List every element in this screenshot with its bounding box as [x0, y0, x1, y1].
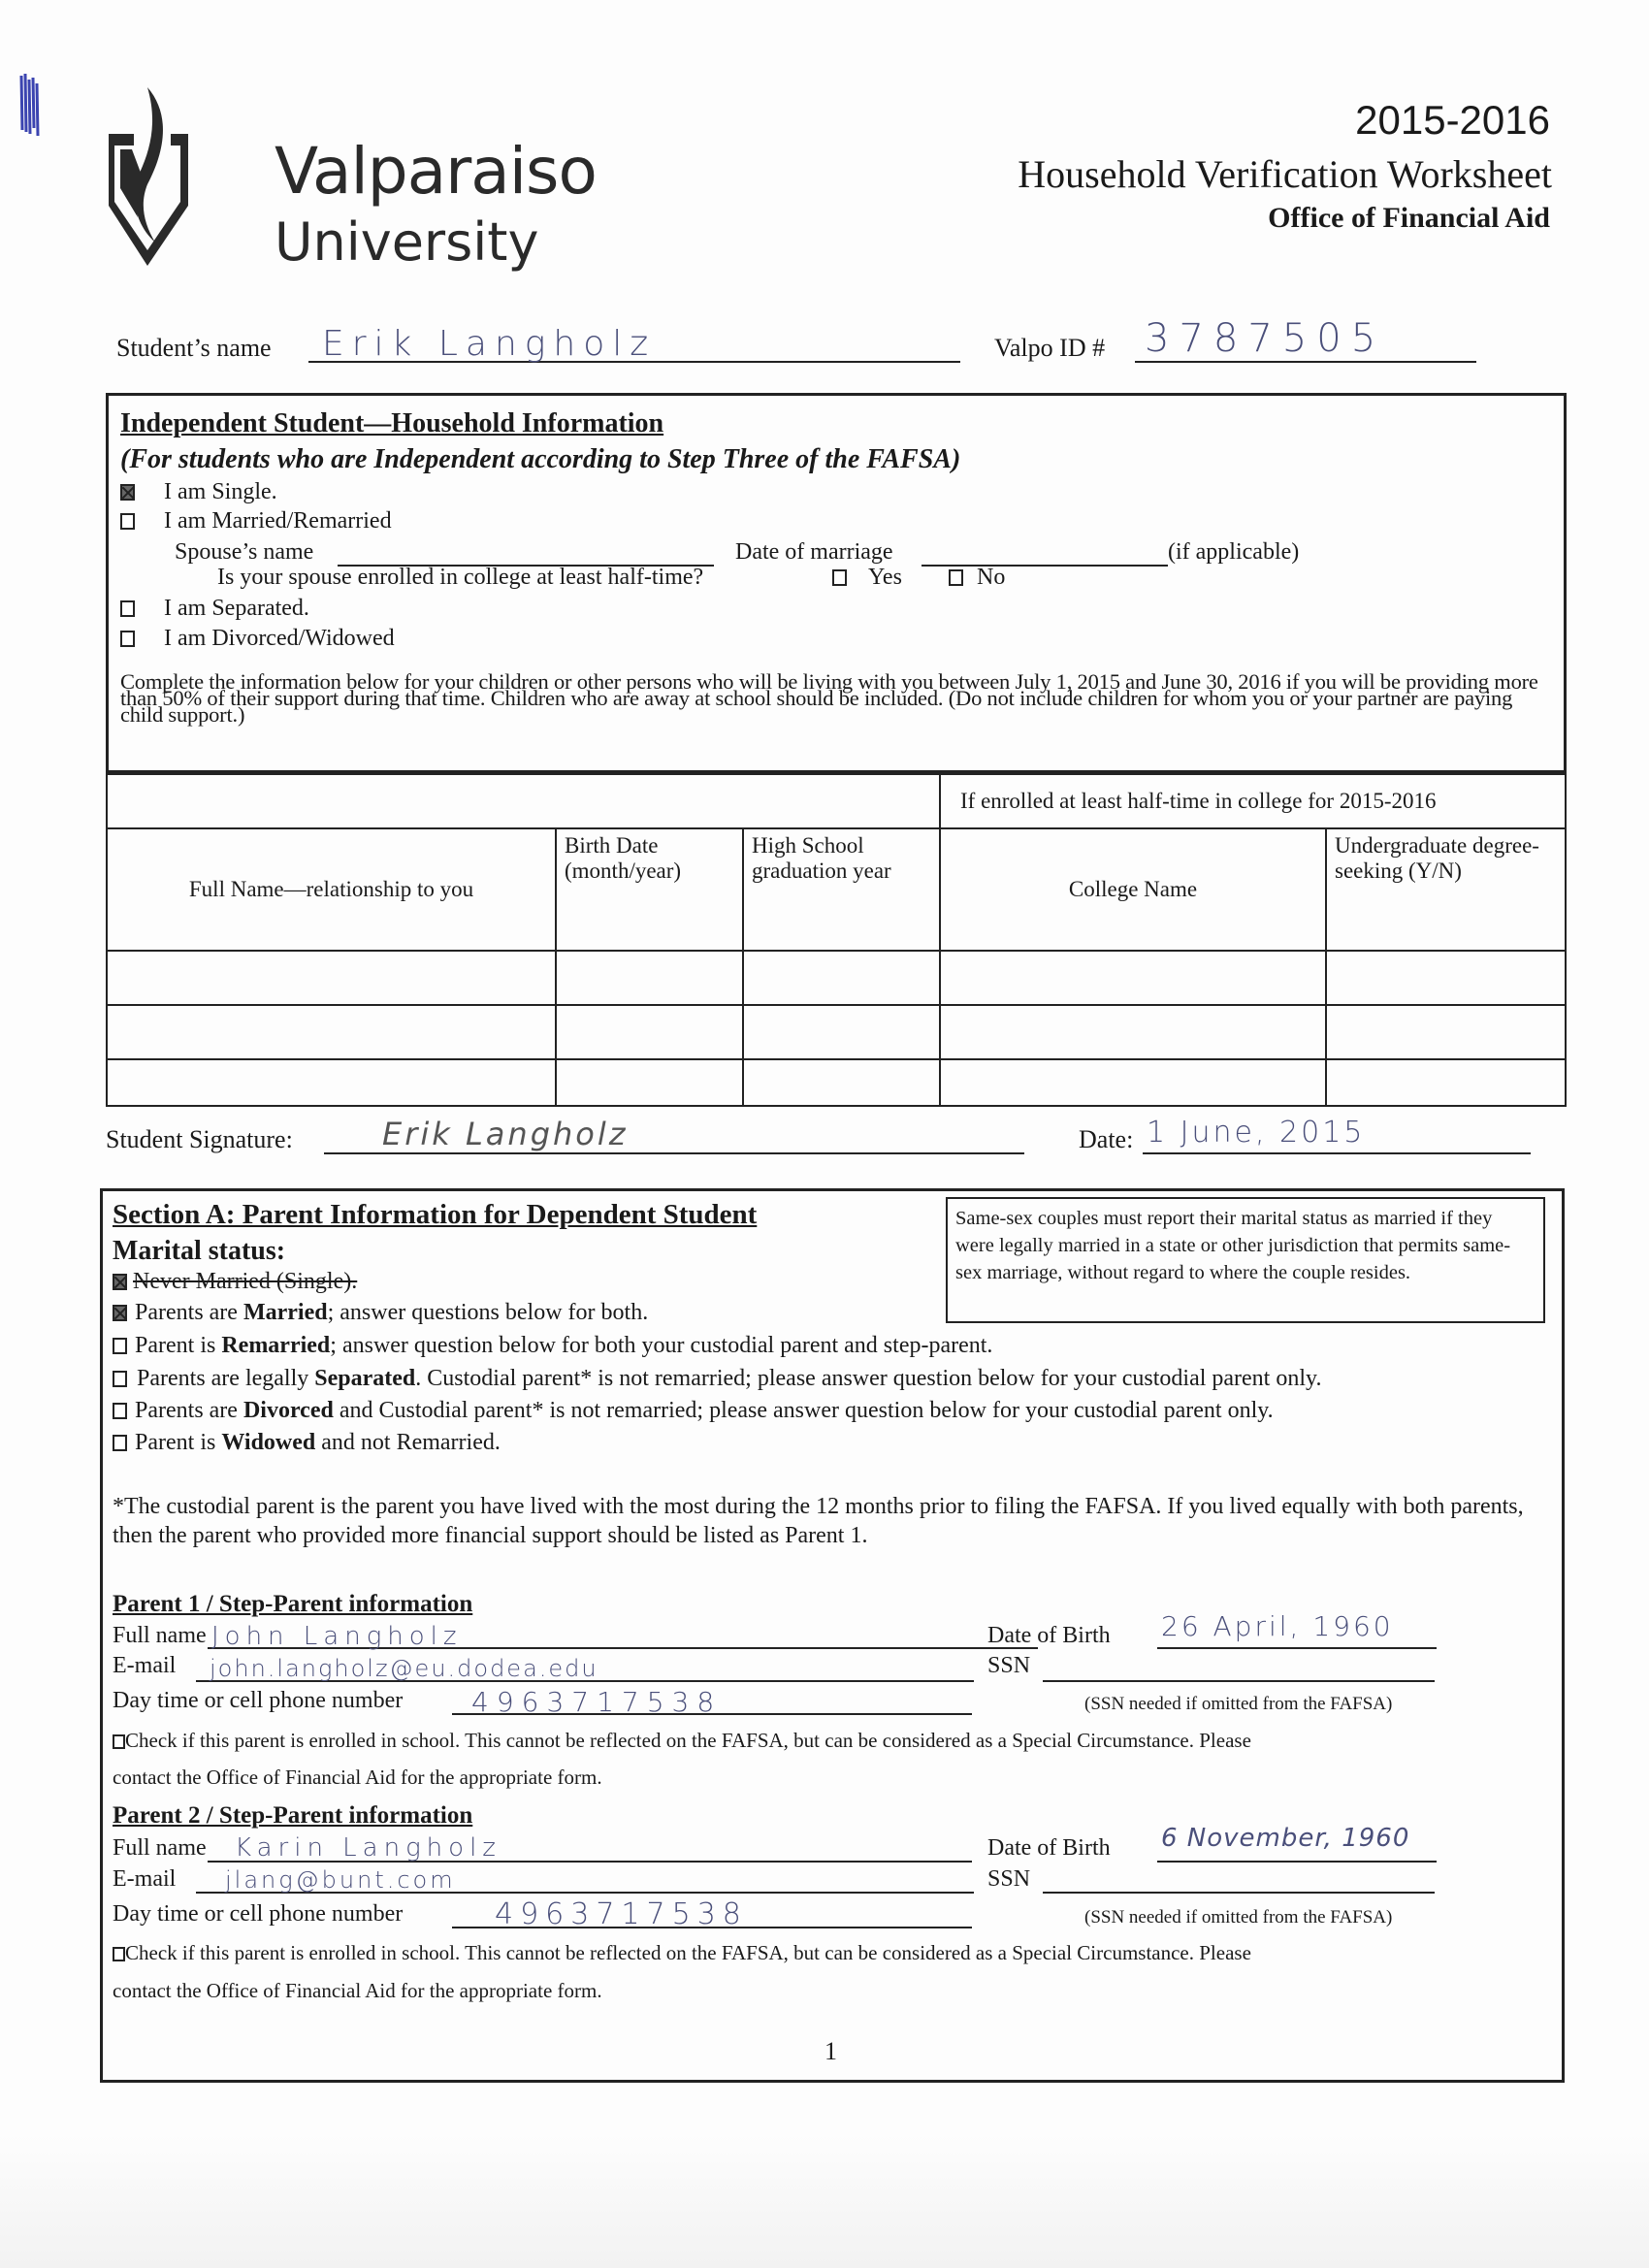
marriage-date-field[interactable] — [922, 539, 1168, 567]
marital-option-remarried[interactable]: Parent is Remarried; answer question below for both your custodial parent and step-parent. — [113, 1333, 992, 1359]
parent1-full-name-field[interactable]: John Langholz — [208, 1622, 1038, 1649]
remarried-checkbox[interactable] — [113, 1338, 127, 1354]
single-label: I am Single. — [164, 479, 277, 504]
single-checkbox[interactable] — [120, 484, 135, 501]
parent1-enrolled[interactable]: Check if this parent is enrolled in school. This cannot be reflected on the FAFSA, but can be considered as a Special Circumstance. Please — [113, 1729, 1251, 1753]
table-row — [107, 951, 1566, 1005]
cell[interactable] — [940, 951, 1326, 1005]
university-sub: University — [275, 211, 539, 273]
table-group-header: If enrolled at least half-time in college for 2015-2016 — [940, 774, 1566, 828]
parent1-email-field[interactable]: john.langholz@eu.dodea.edu — [196, 1655, 974, 1682]
parent1-phone-field[interactable]: 4963717538 — [452, 1686, 972, 1715]
yes-checkbox[interactable] — [832, 569, 847, 586]
office-name: Office of Financial Aid — [1268, 202, 1550, 234]
student-name-label: Student’s name — [116, 334, 272, 362]
signature-value: Erik Langholz — [382, 1116, 629, 1152]
parent1-enrolled-checkbox[interactable] — [113, 1734, 125, 1749]
page-number: 1 — [824, 2037, 837, 2065]
date-field[interactable] — [1143, 1116, 1531, 1154]
cell[interactable] — [556, 1005, 743, 1059]
option-separated[interactable]: I am Separated. — [120, 596, 309, 622]
household-instructions: Complete the information below for your children or other persons who will be living with you between July 1, 2015 and June 30, 2016 if you will be providing more than 50% of their support during that time. Children who are away at school should be included. (Do not include children for whom you or your partner are paying child support.) — [120, 669, 1538, 727]
household-members-table — [106, 773, 1567, 1107]
parent2-heading: Parent 2 / Step-Parent information — [113, 1802, 473, 1829]
scan-bottom-edge — [0, 2134, 1649, 2268]
parent2-email-label: E-mail — [113, 1866, 177, 1892]
valpo-id-field[interactable] — [1135, 316, 1476, 363]
marital-option-widowed[interactable]: Parent is Widowed and not Remarried. — [113, 1430, 501, 1456]
parents-married-checkbox[interactable] — [113, 1305, 127, 1321]
spouse-enrolled-yes[interactable]: Yes — [832, 565, 902, 591]
cell[interactable] — [1326, 1005, 1566, 1059]
date-label: Date: — [1079, 1125, 1134, 1153]
never-married-checkbox[interactable] — [113, 1274, 127, 1290]
no-checkbox[interactable] — [949, 569, 963, 586]
option-divorced[interactable]: I am Divorced/Widowed — [120, 626, 395, 652]
if-applicable-note: (if applicable) — [1168, 539, 1300, 565]
col-full-name: Full Name—relationship to you — [107, 828, 556, 951]
valpo-id-label: Valpo ID # — [994, 334, 1106, 362]
cell[interactable] — [556, 951, 743, 1005]
parent1-ssn-label: SSN — [987, 1653, 1031, 1678]
parent1-dob-field[interactable]: 26 April, 1960 — [1157, 1610, 1437, 1649]
cell[interactable] — [556, 1059, 743, 1106]
cell[interactable] — [940, 1005, 1326, 1059]
table-blank-header — [107, 774, 940, 828]
table-row — [107, 1005, 1566, 1059]
marital-option-never-married[interactable]: Never Married (Single). — [113, 1269, 357, 1295]
divorced-checkbox[interactable] — [120, 631, 135, 647]
marital-option-divorced[interactable]: Parents are Divorced and Custodial parent* is not remarried; please answer question below for your custodial parent only. — [113, 1398, 1274, 1424]
option-single[interactable] — [120, 479, 277, 505]
cell[interactable] — [107, 1059, 556, 1106]
same-sex-note-box — [946, 1197, 1545, 1323]
parent2-ssn-field[interactable] — [1043, 1866, 1435, 1894]
separated-parent-checkbox[interactable] — [113, 1371, 127, 1387]
parent2-full-name-field[interactable]: Karin Langholz — [208, 1833, 972, 1863]
spouse-name-label: Spouse’s name — [175, 539, 314, 565]
parent1-ssn-field[interactable] — [1043, 1655, 1435, 1682]
cell[interactable] — [1326, 951, 1566, 1005]
col-hs-grad-year: High School graduation year — [743, 828, 940, 951]
form-year: 2015-2016 — [1355, 97, 1550, 143]
parent2-dob-field[interactable]: 6 November, 1960 — [1157, 1824, 1437, 1863]
signature-label: Student Signature: — [106, 1125, 293, 1153]
form-title: Household Verification Worksheet — [1018, 152, 1552, 196]
parent1-full-name-label: Full name — [113, 1623, 207, 1648]
university-name: Valparaiso — [275, 134, 597, 209]
divorced-parent-checkbox[interactable] — [113, 1403, 127, 1419]
student-name-value: Erik Langholz — [322, 324, 657, 364]
pen-scribble — [14, 70, 43, 138]
parent1-phone-label: Day time or cell phone number — [113, 1688, 404, 1713]
student-name-field[interactable] — [308, 324, 960, 363]
custodial-parent-note: *The custodial parent is the parent you have lived with the most during the 12 months prior to filing the FAFSA. If you lived equally with both parents, then the parent who provided more financial support should be listed as Parent 1. — [113, 1494, 1524, 1548]
parent1-ssn-note: (SSN needed if omitted from the FAFSA) — [1084, 1694, 1393, 1714]
parent2-enrolled-checkbox[interactable] — [113, 1947, 125, 1961]
separated-checkbox[interactable] — [120, 600, 135, 617]
parent1-enrolled-line2: contact the Office of Financial Aid for the appropriate form. — [113, 1766, 602, 1789]
valparaiso-logo-icon — [105, 87, 192, 267]
signature-field[interactable] — [324, 1116, 1024, 1154]
cell[interactable] — [107, 1005, 556, 1059]
spouse-name-field[interactable] — [338, 539, 714, 567]
parent2-phone-field[interactable]: 4963717538 — [452, 1897, 972, 1928]
independent-subheading: (For students who are Independent according to Step Three of the FAFSA) — [120, 444, 961, 474]
cell[interactable] — [743, 1059, 940, 1106]
spouse-enrolled-question: Is your spouse enrolled in college at least half-time? — [217, 565, 704, 590]
marriage-date-label: Date of marriage — [735, 539, 893, 565]
parent1-email-label: E-mail — [113, 1653, 177, 1678]
parent2-phone-label: Day time or cell phone number — [113, 1901, 404, 1927]
col-birth-date: Birth Date (month/year) — [556, 828, 743, 951]
parent2-enrolled-line2: contact the Office of Financial Aid for the appropriate form. — [113, 1979, 602, 2002]
col-college-name: College Name — [940, 828, 1326, 951]
marital-option-married[interactable]: Parents are Married; answer questions below for both. — [113, 1300, 648, 1326]
cell[interactable] — [940, 1059, 1326, 1106]
col-degree-seeking: Undergraduate degree-seeking (Y/N) — [1326, 828, 1566, 951]
parent2-email-field[interactable]: jlang@bunt.com — [196, 1866, 974, 1894]
valpo-id-value: 3787505 — [1145, 316, 1386, 361]
widowed-checkbox[interactable] — [113, 1435, 127, 1451]
parent2-enrolled[interactable]: Check if this parent is enrolled in school. This cannot be reflected on the FAFSA, but can be considered as a Special Circumstance. Please — [113, 1941, 1251, 1965]
married-checkbox[interactable] — [120, 513, 135, 530]
cell[interactable] — [1326, 1059, 1566, 1106]
married-label: I am Married/Remarried — [164, 508, 392, 534]
cell[interactable] — [743, 951, 940, 1005]
table-row — [107, 1059, 1566, 1106]
parent2-full-name-label: Full name — [113, 1835, 207, 1861]
spouse-enrolled-no[interactable]: No — [949, 565, 1005, 591]
same-sex-note: Same-sex couples must report their marital status as married if they were legally married in a state or other jurisdiction that permits same-sex marriage, without regard to where the couple resides. — [955, 1208, 1511, 1283]
independent-heading: Independent Student—Household Information — [120, 408, 664, 438]
date-value: 1 June, 2015 — [1147, 1116, 1366, 1150]
option-married[interactable] — [120, 508, 392, 535]
section-a-heading: Section A: Parent Information for Dependent Student — [113, 1199, 758, 1230]
marital-status-label: Marital status: — [113, 1236, 286, 1266]
marital-option-separated[interactable]: Parents are legally Separated. Custodial parent* is not remarried; please answer question below for your custodial parent only. — [113, 1366, 1321, 1392]
parent2-ssn-label: SSN — [987, 1866, 1031, 1892]
parent2-ssn-note: (SSN needed if omitted from the FAFSA) — [1084, 1907, 1393, 1928]
parent1-heading: Parent 1 / Step-Parent information — [113, 1591, 473, 1617]
parent2-dob-label: Date of Birth — [987, 1835, 1111, 1861]
cell[interactable] — [743, 1005, 940, 1059]
parent1-dob-label: Date of Birth — [987, 1623, 1111, 1648]
cell[interactable] — [107, 951, 556, 1005]
